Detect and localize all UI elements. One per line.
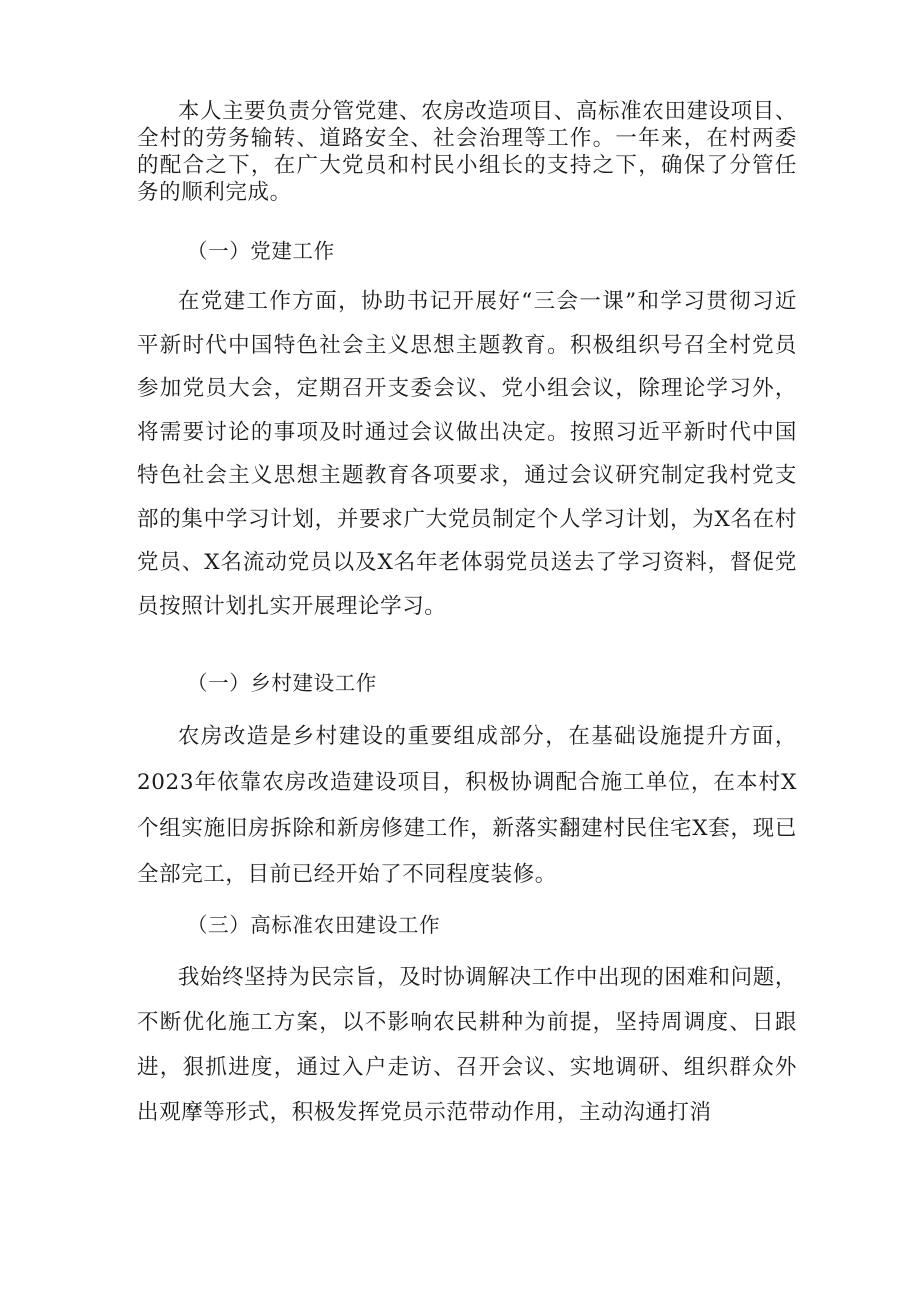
section-heading-farmland-construction: （三）高标准农田建设工作 [187,913,441,937]
section-body-rural-construction: 农房改造是乡村建设的重要组成部分，在基础设施提升方面，2023年依靠农房改造建设项目，积极协调配合施工单位，在本村X个组实施旧房拆除和新房修建工作，新落实翻建村民住宅X套，现已全部完工，目前已经开始了不同程度装修。 [137,724,797,887]
section-heading-party-building: （一）党建工作 [187,239,335,263]
section-heading-rural-construction: （一）乡村建设工作 [187,671,377,695]
intro-paragraph: 本人主要负责分管党建、农房改造项目、高标准农田建设项目、全村的劳务输转、道路安全、社会治理等工作。一年来，在村两委的配合之下，在广大党员和村民小组长的支持之下，确保了分管任务的顺利完成。 [137,99,797,205]
section-body-party-building: 在党建工作方面，协助书记开展好“三会一课”和学习贯彻习近平新时代中国特色社会主义思想主题教育。积极组织号召全村党员参加党员大会，定期召开支委会议、党小组会议，除理论学习外，将需要讨论的事项及时通过会议做出决定。按照习近平新时代中国特色社会主义思想主题教育各项要求，通过会议研究制定我村党支部的集中学习计划，并要求广大党员制定个人学习计划，为X名在村党员、X名流动党员以及X名年老体弱党员送去了学习资料，督促党员按照计划扎实开展理论学习。 [137,289,797,619]
section-body-farmland-construction: 我始终坚持为民宗旨，及时协调解决工作中出现的困难和问题，不断优化施工方案，以不影响农民耕种为前提，坚持周调度、日跟进，狠抓进度，通过入户走访、召开会议、实地调研、组织群众外出观摩等形式，积极发挥党员示范带动作用，主动沟通打消 [137,965,797,1125]
